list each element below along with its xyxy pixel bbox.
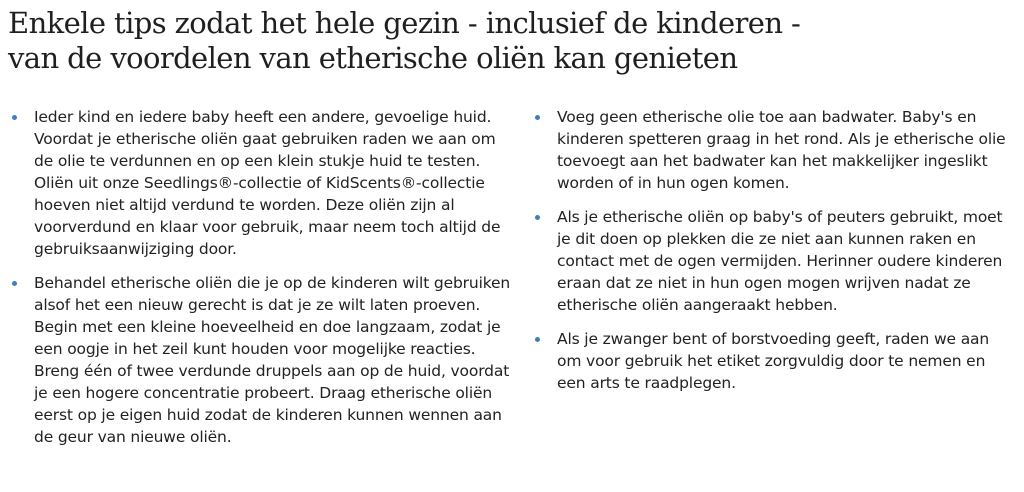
- tip-text: Ieder kind en iedere baby heeft een andere, gevoelige huid. Voordat je etherische oliën gaat gebruiken raden we aan om de olie te verdunnen en op een klein stukje huid te testen. Oliën uit onze Seedlings®-collectie of KidScents®-collectie hoeven niet altijd verdund te worden. Deze oliën zijn al voorverdund en klaar voor gebruik, maar neem toch altijd de gebruiksaanwijziging door.: [34, 108, 501, 258]
- left-tips-list: [12, 106, 513, 448]
- list-item: [12, 272, 513, 448]
- right-column: [513, 106, 1013, 460]
- tip-text: Als je etherische oliën op baby's of peuters gebruikt, moet je dit doen op plekken die ze niet aan kunnen raken en contact met de ogen vermijden. Herinner oudere kinderen eraan dat ze niet in hun ogen mogen wrijven nadat ze etherische oliën aangeraakt hebben.: [557, 208, 1003, 314]
- right-tips-list: [535, 106, 1013, 394]
- title-line-1: Enkele tips zodat het hele gezin - inclusief de kinderen -: [8, 6, 801, 40]
- bullet-dot-icon: [535, 115, 540, 120]
- left-column: [8, 106, 513, 460]
- bullet-dot-icon: [12, 281, 17, 286]
- bullet-dot-icon: [535, 215, 540, 220]
- list-item: [12, 106, 513, 260]
- bullet-dot-icon: [12, 115, 17, 120]
- page-title: [8, 6, 1016, 76]
- tips-columns: [8, 106, 1016, 460]
- list-item: [535, 328, 1013, 394]
- list-item: [535, 206, 1013, 316]
- bullet-dot-icon: [535, 337, 540, 342]
- title-line-2: van de voordelen van etherische oliën kan genieten: [8, 41, 738, 75]
- tip-text: Voeg geen etherische olie toe aan badwater. Baby's en kinderen spetteren graag in het rond. Als je etherische olie toevoegt aan het badwater kan het makkelijker ingeslikt worden of in hun ogen komen.: [557, 108, 1006, 192]
- list-item: [535, 106, 1013, 194]
- tip-text: Behandel etherische oliën die je op de kinderen wilt gebruiken alsof het een nieuw gerecht is dat je ze wilt laten proeven. Begin met een kleine hoeveelheid en doe langzaam, zodat je een oogje in het zeil kunt houden voor mogelijke reacties. Breng één of twee verdunde druppels aan op de huid, voordat je een hogere concentratie probeert. Draag etherische oliën eerst op je eigen huid zodat de kinderen kunnen wennen aan de geur van nieuwe oliën.: [34, 274, 511, 446]
- tip-text: Als je zwanger bent of borstvoeding geeft, raden we aan om voor gebruik het etiket zorgvuldig door te nemen en een arts te raadplegen.: [557, 330, 990, 392]
